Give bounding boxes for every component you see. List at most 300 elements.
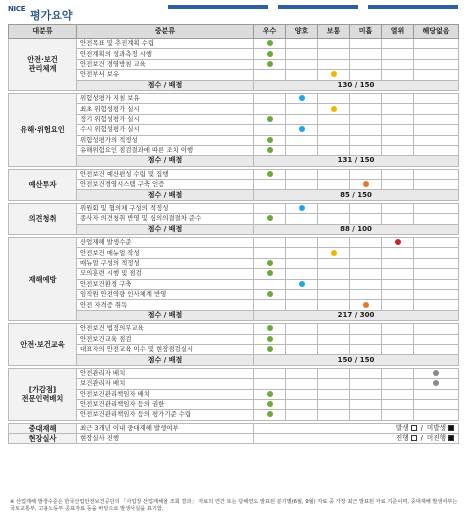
grade-cell-normal xyxy=(318,203,350,213)
score-row xyxy=(9,355,459,365)
grade-cell-good xyxy=(286,399,318,409)
table-row xyxy=(9,169,459,179)
grade-cell-poor xyxy=(382,49,414,59)
grade-cell-normal xyxy=(318,300,350,310)
grade-cell-na xyxy=(414,125,459,135)
grade-cell-normal xyxy=(318,279,350,289)
grade-dot-icon xyxy=(299,126,305,132)
col-header-na: 해당없음 xyxy=(414,25,459,39)
item-label: 안전부서 보유 xyxy=(77,70,254,80)
grade-cell-na xyxy=(414,300,459,310)
item-label: 안전보건 경영방침 교육 xyxy=(77,59,254,69)
grade-cell-weak xyxy=(350,214,382,224)
grade-dot-icon xyxy=(267,215,273,221)
grade-dot-icon xyxy=(267,336,273,342)
grade-cell-na xyxy=(414,344,459,354)
table-row xyxy=(9,238,459,248)
option1-label: 발생 xyxy=(395,423,409,432)
grade-cell-na xyxy=(414,214,459,224)
grade-cell-poor xyxy=(382,300,414,310)
grade-cell-normal xyxy=(318,410,350,420)
grade-cell-excellent xyxy=(254,410,286,420)
option1-checkbox-icon xyxy=(411,435,417,441)
grade-cell-good xyxy=(286,279,318,289)
grade-cell-na xyxy=(414,39,459,49)
table-row xyxy=(9,324,459,334)
grade-cell-good xyxy=(286,135,318,145)
grade-dot-icon xyxy=(363,302,369,308)
option1-label: 진행 xyxy=(395,434,409,443)
score-row xyxy=(9,156,459,166)
item-label: 정기 위험성평가 실시 xyxy=(77,114,254,124)
grade-cell-normal xyxy=(318,180,350,190)
check-status xyxy=(254,434,459,444)
grade-cell-na xyxy=(414,334,459,344)
item-label: 모의훈련 시행 및 점검 xyxy=(77,269,254,279)
grade-dot-icon xyxy=(267,137,273,143)
col-header-normal: 보통 xyxy=(318,25,350,39)
grade-cell-normal xyxy=(318,59,350,69)
grade-cell-normal xyxy=(318,269,350,279)
grade-cell-excellent xyxy=(254,389,286,399)
grade-cell-poor xyxy=(382,214,414,224)
grade-cell-poor xyxy=(382,368,414,378)
grade-cell-poor xyxy=(382,39,414,49)
footnote: ※ 산업재해 발생수준은 한국산업안전보건공단의 「사업장 산업재해율 조회 결과」 자료의 연간 또는 당해연도 발표된 분기별(6월, 9월) 자료 중 가장 최근 발표된 자료 기준이며, 중대재해 발생여부는 국토교통부, 고용노동부 공표자료 등을 바탕으로 발생사실을 표기함. xyxy=(10,499,458,512)
option1-checkbox-icon xyxy=(411,425,417,431)
grade-cell-poor xyxy=(382,379,414,389)
grade-cell-na xyxy=(414,93,459,103)
grade-cell-weak xyxy=(350,104,382,114)
score-row xyxy=(9,190,459,200)
grade-cell-na xyxy=(414,70,459,80)
table-row xyxy=(9,214,459,224)
grade-cell-poor xyxy=(382,59,414,69)
grade-cell-poor xyxy=(382,114,414,124)
item-label: 안전보건관리책임자 등의 평가기준 수립 xyxy=(77,410,254,420)
grade-cell-normal xyxy=(318,125,350,135)
option2-checkbox-icon xyxy=(448,425,454,431)
grade-cell-excellent xyxy=(254,135,286,145)
score-value: 131 / 150 xyxy=(254,156,459,166)
grade-cell-weak xyxy=(350,39,382,49)
grade-cell-na xyxy=(414,169,459,179)
table-row xyxy=(9,104,459,114)
grade-cell-good xyxy=(286,214,318,224)
grade-cell-excellent xyxy=(254,39,286,49)
grade-cell-na xyxy=(414,248,459,258)
grade-cell-good xyxy=(286,334,318,344)
check-status xyxy=(254,423,459,433)
grade-cell-weak xyxy=(350,70,382,80)
grade-cell-na xyxy=(414,368,459,378)
category-cell: 안전·보건교육 xyxy=(9,324,77,366)
grade-cell-excellent xyxy=(254,379,286,389)
grade-dot-icon xyxy=(363,181,369,187)
grade-dot-icon xyxy=(267,411,273,417)
grade-cell-poor xyxy=(382,238,414,248)
table-row xyxy=(9,368,459,378)
grade-cell-excellent xyxy=(254,104,286,114)
grade-cell-good xyxy=(286,269,318,279)
grade-cell-na xyxy=(414,389,459,399)
grade-cell-excellent xyxy=(254,238,286,248)
item-label: 안전보건 매뉴얼 작성 xyxy=(77,248,254,258)
grade-cell-weak xyxy=(350,379,382,389)
grade-cell-good xyxy=(286,114,318,124)
table-row xyxy=(9,258,459,268)
grade-dot-icon xyxy=(299,281,305,287)
grade-cell-good xyxy=(286,379,318,389)
grade-cell-weak xyxy=(350,289,382,299)
table-row xyxy=(9,93,459,103)
grade-cell-weak xyxy=(350,125,382,135)
score-row xyxy=(9,224,459,234)
grade-cell-poor xyxy=(382,334,414,344)
item-label: 안전관리자 배치 xyxy=(77,368,254,378)
grade-cell-normal xyxy=(318,238,350,248)
table-row xyxy=(9,180,459,190)
col-header-poor: 열위 xyxy=(382,25,414,39)
grade-cell-weak xyxy=(350,368,382,378)
grade-dot-icon xyxy=(433,380,439,386)
grade-cell-normal xyxy=(318,49,350,59)
grade-cell-excellent xyxy=(254,180,286,190)
check-row xyxy=(9,423,459,433)
item-label: 임직원 안전역량 인사체계 반영 xyxy=(77,289,254,299)
grade-cell-normal xyxy=(318,70,350,80)
grade-cell-good xyxy=(286,289,318,299)
grade-cell-normal xyxy=(318,169,350,179)
option2-checkbox-icon xyxy=(448,435,454,441)
grade-cell-weak xyxy=(350,334,382,344)
grade-dot-icon xyxy=(267,346,273,352)
grade-cell-good xyxy=(286,368,318,378)
grade-cell-weak xyxy=(350,135,382,145)
grade-dot-icon xyxy=(433,370,439,376)
grade-cell-normal xyxy=(318,135,350,145)
evaluation-summary-table xyxy=(8,24,459,444)
grade-cell-excellent xyxy=(254,169,286,179)
grade-cell-excellent xyxy=(254,93,286,103)
grade-dot-icon xyxy=(267,171,273,177)
item-label: 수시 위험성평가 실시 xyxy=(77,125,254,135)
grade-cell-weak xyxy=(350,410,382,420)
table-row xyxy=(9,334,459,344)
check-row xyxy=(9,434,459,444)
category-cell: 재해예방 xyxy=(9,238,77,321)
grade-cell-weak xyxy=(350,203,382,213)
table-row xyxy=(9,59,459,69)
check-label: 최근 3개년 이내 중대재해 발생여부 xyxy=(77,423,254,433)
grade-dot-icon xyxy=(331,250,337,256)
grade-cell-na xyxy=(414,59,459,69)
grade-cell-good xyxy=(286,410,318,420)
grade-cell-excellent xyxy=(254,258,286,268)
grade-cell-poor xyxy=(382,289,414,299)
grade-cell-normal xyxy=(318,93,350,103)
grade-cell-good xyxy=(286,145,318,155)
grade-cell-poor xyxy=(382,135,414,145)
grade-cell-weak xyxy=(350,269,382,279)
grade-cell-na xyxy=(414,203,459,213)
grade-cell-good xyxy=(286,70,318,80)
category-cell: 의견청취 xyxy=(9,203,77,234)
grade-cell-poor xyxy=(382,410,414,420)
grade-cell-excellent xyxy=(254,114,286,124)
grade-cell-na xyxy=(414,180,459,190)
grade-dot-icon xyxy=(267,61,273,67)
grade-cell-normal xyxy=(318,334,350,344)
item-label: 안전계획의 성과측정 시행 xyxy=(77,49,254,59)
table-row xyxy=(9,399,459,409)
grade-cell-na xyxy=(414,258,459,268)
score-row xyxy=(9,80,459,90)
grade-cell-weak xyxy=(350,180,382,190)
grade-cell-poor xyxy=(382,269,414,279)
item-label: 안전보건관리책임자 배치 xyxy=(77,389,254,399)
grade-cell-excellent xyxy=(254,203,286,213)
grade-dot-icon xyxy=(267,51,273,57)
grade-cell-weak xyxy=(350,248,382,258)
grade-cell-poor xyxy=(382,258,414,268)
grade-cell-weak xyxy=(350,114,382,124)
grade-dot-icon xyxy=(267,325,273,331)
grade-cell-poor xyxy=(382,248,414,258)
grade-cell-na xyxy=(414,279,459,289)
grade-cell-normal xyxy=(318,258,350,268)
grade-cell-weak xyxy=(350,49,382,59)
table-row xyxy=(9,289,459,299)
grade-cell-normal xyxy=(318,399,350,409)
table-row xyxy=(9,145,459,155)
grade-cell-na xyxy=(414,238,459,248)
header-bar xyxy=(278,5,358,9)
grade-cell-poor xyxy=(382,169,414,179)
grade-dot-icon xyxy=(267,260,273,266)
grade-cell-poor xyxy=(382,324,414,334)
grade-cell-excellent xyxy=(254,334,286,344)
grade-cell-weak xyxy=(350,300,382,310)
option-separator: / xyxy=(420,434,423,443)
grade-cell-poor xyxy=(382,125,414,135)
grade-cell-excellent xyxy=(254,344,286,354)
score-label: 점수 / 배점 xyxy=(77,80,254,90)
grade-cell-na xyxy=(414,135,459,145)
table-row xyxy=(9,203,459,213)
item-label: 안전 자격증 취득 xyxy=(77,300,254,310)
grade-cell-excellent xyxy=(254,214,286,224)
grade-cell-excellent xyxy=(254,289,286,299)
grade-cell-na xyxy=(414,410,459,420)
grade-dot-icon xyxy=(395,239,401,245)
grade-cell-na xyxy=(414,104,459,114)
table-row xyxy=(9,300,459,310)
grade-cell-poor xyxy=(382,104,414,114)
table-row xyxy=(9,135,459,145)
grade-dot-icon xyxy=(331,71,337,77)
grade-cell-weak xyxy=(350,324,382,334)
table-row xyxy=(9,114,459,124)
grade-cell-normal xyxy=(318,368,350,378)
grade-cell-poor xyxy=(382,145,414,155)
table-row xyxy=(9,344,459,354)
option-separator: / xyxy=(420,423,423,432)
table-header-row xyxy=(9,25,459,39)
header-bar xyxy=(168,5,268,9)
grade-cell-weak xyxy=(350,238,382,248)
grade-cell-weak xyxy=(350,59,382,69)
grade-cell-na xyxy=(414,324,459,334)
table-row xyxy=(9,125,459,135)
score-label: 점수 / 배점 xyxy=(77,355,254,365)
grade-cell-good xyxy=(286,39,318,49)
grade-cell-poor xyxy=(382,203,414,213)
grade-cell-excellent xyxy=(254,300,286,310)
score-label: 점수 / 배점 xyxy=(77,310,254,320)
grade-cell-normal xyxy=(318,214,350,224)
grade-cell-excellent xyxy=(254,368,286,378)
grade-dot-icon xyxy=(299,95,305,101)
grade-cell-normal xyxy=(318,104,350,114)
score-value: 130 / 150 xyxy=(254,80,459,90)
grade-cell-normal xyxy=(318,324,350,334)
grade-cell-good xyxy=(286,238,318,248)
option2-label: 미진행 xyxy=(426,434,446,443)
grade-cell-good xyxy=(286,169,318,179)
grade-cell-good xyxy=(286,93,318,103)
grade-cell-weak xyxy=(350,169,382,179)
grade-cell-good xyxy=(286,324,318,334)
grade-cell-na xyxy=(414,49,459,59)
grade-cell-normal xyxy=(318,248,350,258)
category-cell: [가감점] 전문인력배치 xyxy=(9,368,77,420)
item-label: 산업재해 발생수준 xyxy=(77,238,254,248)
grade-cell-good xyxy=(286,344,318,354)
score-row xyxy=(9,310,459,320)
item-label: 매뉴얼 구성의 적정성 xyxy=(77,258,254,268)
table-row xyxy=(9,269,459,279)
score-value: 217 / 300 xyxy=(254,310,459,320)
table-row xyxy=(9,410,459,420)
category-cell: 유해·위험요인 xyxy=(9,93,77,166)
item-label: 위험성평가의 적정성 xyxy=(77,135,254,145)
grade-dot-icon xyxy=(267,401,273,407)
col-header-category: 대분류 xyxy=(9,25,77,39)
item-label: 안전보건 법정의무교육 xyxy=(77,324,254,334)
grade-cell-excellent xyxy=(254,269,286,279)
report-header xyxy=(8,3,458,23)
check-label: 현장실사 진행 xyxy=(77,434,254,444)
grade-cell-normal xyxy=(318,379,350,389)
item-label: 종사자 의견청취 반영 및 심의의결절차 준수 xyxy=(77,214,254,224)
item-label: 안전보건 예산편성 수립 및 집행 xyxy=(77,169,254,179)
grade-cell-excellent xyxy=(254,49,286,59)
grade-cell-poor xyxy=(382,93,414,103)
table-row xyxy=(9,279,459,289)
category-cell: 안전·보건 관리체계 xyxy=(9,39,77,91)
grade-cell-excellent xyxy=(254,59,286,69)
grade-dot-icon xyxy=(267,270,273,276)
grade-cell-good xyxy=(286,203,318,213)
col-header-weak: 미흡 xyxy=(350,25,382,39)
option2-label: 미발생 xyxy=(426,423,446,432)
grade-cell-good xyxy=(286,258,318,268)
item-label: 최초 위험성평가 실시 xyxy=(77,104,254,114)
item-label: 안전보건환경 구축 xyxy=(77,279,254,289)
item-label: 유해위험요인 점검결과에 따른 조치 이행 xyxy=(77,145,254,155)
grade-dot-icon xyxy=(267,291,273,297)
grade-cell-weak xyxy=(350,399,382,409)
grade-cell-excellent xyxy=(254,248,286,258)
table-row xyxy=(9,379,459,389)
check-category: 현장실사 xyxy=(9,434,77,444)
grade-cell-good xyxy=(286,49,318,59)
item-label: 위원회 및 협의체 구성의 적정성 xyxy=(77,203,254,213)
check-category: 중대재해 xyxy=(9,423,77,433)
score-value: 88 / 100 xyxy=(254,224,459,234)
table-body xyxy=(9,39,459,444)
grade-cell-normal xyxy=(318,389,350,399)
col-header-subcategory: 중분류 xyxy=(77,25,254,39)
grade-cell-good xyxy=(286,389,318,399)
grade-cell-excellent xyxy=(254,324,286,334)
table-row xyxy=(9,70,459,80)
grade-cell-good xyxy=(286,180,318,190)
grade-cell-na xyxy=(414,145,459,155)
table-row xyxy=(9,39,459,49)
grade-cell-na xyxy=(414,289,459,299)
grade-cell-normal xyxy=(318,114,350,124)
item-label: 안전보건관리책임자 등의 권한 xyxy=(77,399,254,409)
grade-cell-weak xyxy=(350,389,382,399)
grade-cell-na xyxy=(414,269,459,279)
grade-cell-excellent xyxy=(254,399,286,409)
grade-cell-normal xyxy=(318,39,350,49)
grade-cell-weak xyxy=(350,344,382,354)
table-row xyxy=(9,248,459,258)
page-title: 평가요약 xyxy=(30,9,73,22)
table-row xyxy=(9,389,459,399)
nice-logo-icon: NICE xyxy=(8,5,26,13)
grade-dot-icon xyxy=(299,205,305,211)
grade-dot-icon xyxy=(267,391,273,397)
grade-cell-good xyxy=(286,300,318,310)
score-value: 150 / 150 xyxy=(254,355,459,365)
score-label: 점수 / 배점 xyxy=(77,156,254,166)
grade-cell-poor xyxy=(382,344,414,354)
grade-cell-excellent xyxy=(254,125,286,135)
grade-cell-poor xyxy=(382,180,414,190)
grade-cell-weak xyxy=(350,279,382,289)
grade-cell-weak xyxy=(350,93,382,103)
grade-cell-poor xyxy=(382,70,414,80)
grade-cell-weak xyxy=(350,258,382,268)
grade-cell-excellent xyxy=(254,145,286,155)
table-row xyxy=(9,49,459,59)
item-label: 보건관리자 배치 xyxy=(77,379,254,389)
grade-cell-weak xyxy=(350,145,382,155)
grade-dot-icon xyxy=(267,116,273,122)
grade-dot-icon xyxy=(331,106,337,112)
grade-cell-poor xyxy=(382,389,414,399)
grade-cell-excellent xyxy=(254,279,286,289)
score-value: 85 / 150 xyxy=(254,190,459,200)
grade-cell-excellent xyxy=(254,70,286,80)
grade-cell-normal xyxy=(318,145,350,155)
grade-cell-na xyxy=(414,399,459,409)
item-label: 대표자의 안전교육 이수 및 현장점검실시 xyxy=(77,344,254,354)
